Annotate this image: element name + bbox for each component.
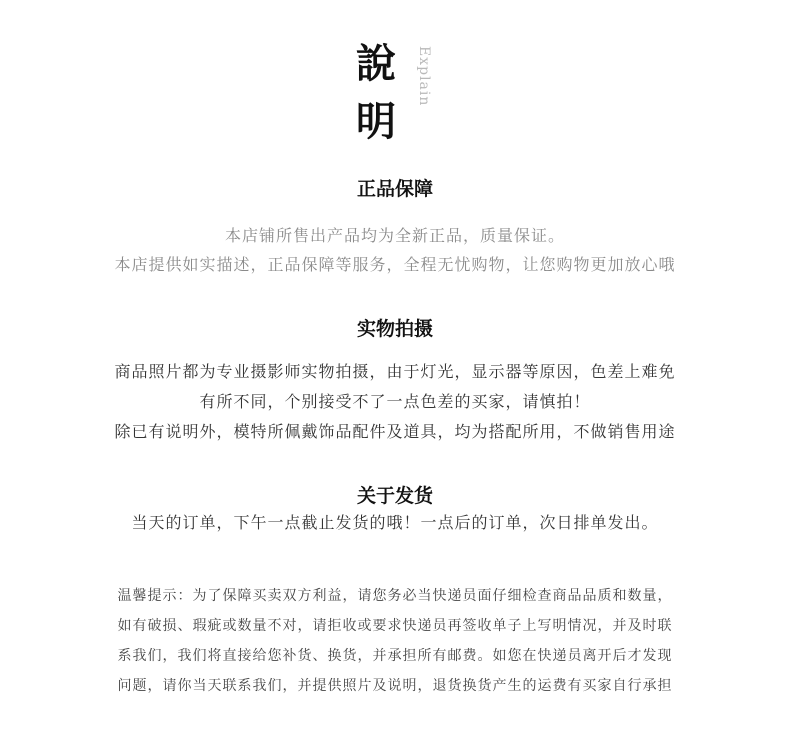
title-char-1: 說	[356, 40, 396, 87]
note-line-1: 温馨提示：为了保障买卖双方利益，请您务必当快递员面仔细检查商品品质和数量，	[117, 588, 673, 604]
header-title	[356, 42, 446, 162]
section-title-photos: 实物拍摄	[356, 318, 433, 340]
section-1-line-1: 本店铺所售出产品均为全新正品，质量保证。	[224, 226, 565, 245]
section-3-line-1: 当天的订单，下午一点截止发货的哦！一点后的订单，次日排单发出。	[131, 513, 659, 532]
section-title-shipping: 关于发货	[356, 485, 433, 507]
note-line-4: 问题，请你当天联系我们，并提供照片及说明，退货换货产生的运费有买家自行承担	[117, 678, 673, 694]
section-2-line-2: 有所不同，个别接受不了一点色差的买家，请慎拍！	[199, 392, 591, 411]
section-2-line-1: 商品照片都为专业摄影师实物拍摄，由于灯光，显示器等原因，色差上难免	[114, 362, 676, 381]
section-1-line-2: 本店提供如实描述，正品保障等服务，全程无忧购物，让您购物更加放心哦	[114, 255, 676, 274]
section-title-authentic: 正品保障	[356, 178, 433, 200]
note-line-2: 如有破损、瑕疵或数量不对，请拒收或要求快递员再签收单子上写明情况，并及时联	[117, 618, 673, 634]
note-line-3: 系我们，我们将直接给您补货、换货，并承担所有邮费。如您在快递员离开后才发现	[117, 648, 673, 664]
subtitle-english: Explain	[416, 46, 432, 107]
title-char-2: 明	[356, 98, 396, 145]
section-2-line-3: 除已有说明外，模特所佩戴饰品配件及道具，均为搭配所用，不做销售用途	[114, 422, 676, 441]
